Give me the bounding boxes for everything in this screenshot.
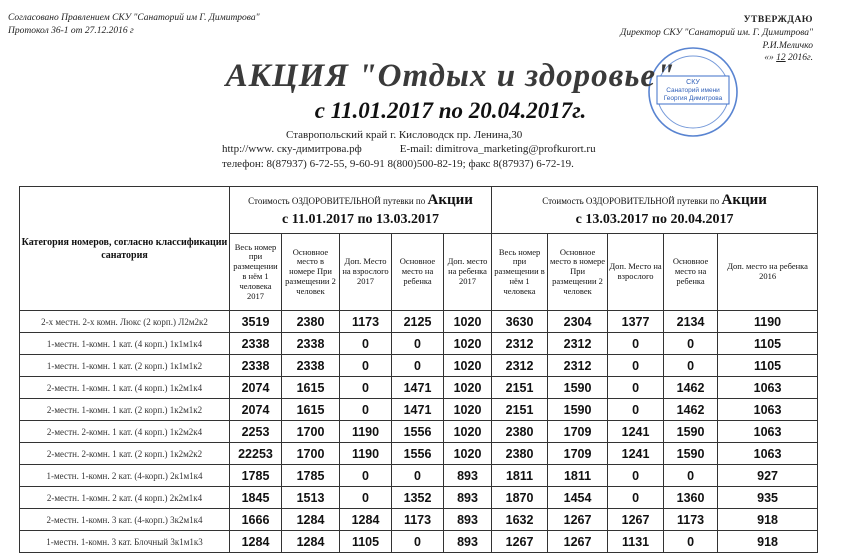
- price-cell: 0: [664, 355, 718, 377]
- price-cell: 1785: [282, 465, 340, 487]
- price-cell: 893: [444, 465, 492, 487]
- price-cell: 3519: [230, 311, 282, 333]
- table-row: [20, 487, 818, 509]
- price-cell: 918: [718, 531, 818, 553]
- title-text: АКЦИЯ "Отдых и здоровье": [225, 58, 676, 94]
- price-cell: 1173: [392, 509, 444, 531]
- room-category: 1-местн. 1-комн. 1 кат. (4 корп.) 1к1м1к4: [20, 333, 230, 355]
- period-1-header: [230, 187, 492, 234]
- approval-note: [8, 12, 260, 38]
- table-row: [20, 531, 818, 553]
- price-cell: 2380: [492, 421, 548, 443]
- column-header: Доп. место на ребенка 2016: [718, 234, 818, 311]
- price-cell: 2338: [282, 333, 340, 355]
- period-2-action: Акции: [721, 192, 767, 209]
- price-cell: 22253: [230, 443, 282, 465]
- column-header: Основное место в номере При размещении 2 человек: [548, 234, 608, 311]
- price-cell: 1615: [282, 377, 340, 399]
- column-header: Весь номер при размещении в нём 1 человека: [492, 234, 548, 311]
- price-cell: 0: [340, 377, 392, 399]
- price-cell: 2312: [548, 333, 608, 355]
- stamp-line-2: Санаторий имени: [666, 87, 720, 94]
- price-cell: 2074: [230, 377, 282, 399]
- price-cell: 935: [718, 487, 818, 509]
- price-cell: 1471: [392, 377, 444, 399]
- price-cell: 1105: [340, 531, 392, 553]
- price-cell: 1811: [548, 465, 608, 487]
- column-header: Доп. Место на взрослого: [608, 234, 664, 311]
- price-cell: 918: [718, 509, 818, 531]
- price-cell: 2253: [230, 421, 282, 443]
- approval-line-2: Протокол 36-1 от 27.12.2016 г: [8, 25, 134, 36]
- price-cell: 1284: [230, 531, 282, 553]
- table-row: [20, 311, 818, 333]
- price-cell: 1590: [548, 399, 608, 421]
- date-month: 12: [776, 53, 786, 64]
- price-cell: 2338: [230, 333, 282, 355]
- price-cell: 1590: [664, 443, 718, 465]
- stamp-line-3: Георгия Димитрова: [663, 95, 723, 102]
- email-link[interactable]: E-mail: dimitrova_marketing@profkurort.ru: [399, 143, 596, 156]
- price-cell: 0: [340, 487, 392, 509]
- room-category: 1-местн. 1-комн. 2 кат. (4-корп.) 2к1м1к4: [20, 465, 230, 487]
- price-cell: 0: [608, 355, 664, 377]
- price-cell: 1615: [282, 399, 340, 421]
- price-cell: 893: [444, 531, 492, 553]
- price-cell: 1666: [230, 509, 282, 531]
- price-cell: 1632: [492, 509, 548, 531]
- price-cell: 2312: [492, 355, 548, 377]
- phone-line: телефон: 8(87937) 6-72-55, 9-60-91 8(800)500-82-19; факс 8(87937) 6-72-19.: [222, 157, 574, 170]
- price-cell: 1454: [548, 487, 608, 509]
- price-cell: 1556: [392, 443, 444, 465]
- price-cell: 1020: [444, 311, 492, 333]
- price-cell: 1020: [444, 355, 492, 377]
- director-name: Р.И.Меличко: [762, 40, 813, 51]
- price-cell: 1190: [718, 311, 818, 333]
- table-row: [20, 333, 818, 355]
- column-header: Доп. Место на взрослого 2017: [340, 234, 392, 311]
- column-header: Доп. место на ребенка 2017: [444, 234, 492, 311]
- price-cell: 0: [608, 333, 664, 355]
- price-cell: 0: [664, 531, 718, 553]
- price-cell: 1105: [718, 355, 818, 377]
- room-category: 2-местн. 2-комн. 1 кат. (2 корп.) 1к2м2к2: [20, 443, 230, 465]
- date-year: 2016г.: [788, 53, 813, 64]
- price-cell: 2151: [492, 399, 548, 421]
- table-row: [20, 465, 818, 487]
- price-cell: 1020: [444, 443, 492, 465]
- price-cell: 0: [392, 531, 444, 553]
- address: Ставропольский край г. Кисловодск пр. Ленина,30: [286, 129, 523, 141]
- price-cell: 1267: [492, 531, 548, 553]
- price-cell: 2312: [548, 355, 608, 377]
- price-cell: 1267: [548, 531, 608, 553]
- approval-date: «» 12 2016г.: [764, 53, 813, 64]
- room-category: 1-местн. 1-комн. 1 кат. (2 корп.) 1к1м1к2: [20, 355, 230, 377]
- price-cell: 1284: [282, 509, 340, 531]
- price-cell: 2304: [548, 311, 608, 333]
- price-cell: 1284: [282, 531, 340, 553]
- period-2-dates: с 13.03.2017 по 20.04.2017: [575, 211, 734, 227]
- price-cell: 1190: [340, 443, 392, 465]
- price-cell: 1556: [392, 421, 444, 443]
- price-cell: 1063: [718, 377, 818, 399]
- price-cell: 2380: [282, 311, 340, 333]
- website-link[interactable]: http://www. ску-димитрова.рф: [222, 143, 362, 156]
- price-cell: 1462: [664, 377, 718, 399]
- price-cell: 0: [664, 465, 718, 487]
- price-cell: 1173: [340, 311, 392, 333]
- price-cell: 0: [392, 465, 444, 487]
- column-header: Основное место в номере При размещении 2 человек: [282, 234, 340, 311]
- price-cell: 1267: [608, 509, 664, 531]
- table-row: [20, 377, 818, 399]
- price-cell: 0: [608, 399, 664, 421]
- price-cell: 1700: [282, 443, 340, 465]
- price-cell: 2074: [230, 399, 282, 421]
- price-cell: 1811: [492, 465, 548, 487]
- column-header: Весь номер при размещении в нём 1 человека 2017: [230, 234, 282, 311]
- room-category: 2-местн. 1-комн. 3 кат. (4-корп.) 3к2м1к4: [20, 509, 230, 531]
- price-cell: 1241: [608, 443, 664, 465]
- price-cell: 893: [444, 487, 492, 509]
- price-cell: 0: [608, 487, 664, 509]
- subtitle-text: с 11.01.2017 по 20.04.2017г.: [314, 98, 587, 123]
- room-category: 2-местн. 1-комн. 2 кат. (4 корп.) 2к2м1к4: [20, 487, 230, 509]
- price-cell: 1267: [548, 509, 608, 531]
- price-cell: 1870: [492, 487, 548, 509]
- price-cell: 2125: [392, 311, 444, 333]
- price-cell: 1352: [392, 487, 444, 509]
- price-cell: 1020: [444, 421, 492, 443]
- price-cell: 927: [718, 465, 818, 487]
- contact-block: [222, 128, 642, 171]
- price-cell: 1709: [548, 443, 608, 465]
- price-cell: 1241: [608, 421, 664, 443]
- page-subtitle: [0, 98, 841, 124]
- table-row: [20, 509, 818, 531]
- room-category: 2-местн. 1-комн. 1 кат. (2 корп.) 1к2м1к2: [20, 399, 230, 421]
- price-cell: 1700: [282, 421, 340, 443]
- price-cell: 1377: [608, 311, 664, 333]
- price-cell: 0: [340, 333, 392, 355]
- price-cell: 1063: [718, 421, 818, 443]
- price-cell: 0: [340, 355, 392, 377]
- price-cell: 1105: [718, 333, 818, 355]
- price-cell: 1020: [444, 377, 492, 399]
- price-cell: 0: [340, 465, 392, 487]
- table-row: [20, 443, 818, 465]
- room-category: 2-местн. 1-комн. 1 кат. (4 корп.) 1к2м1к4: [20, 377, 230, 399]
- price-cell: 1590: [664, 421, 718, 443]
- price-cell: 2338: [230, 355, 282, 377]
- approval-heading: УТВЕРЖДАЮ: [743, 15, 813, 25]
- page-title: [0, 58, 841, 95]
- period-1-prefix: Стоимость ОЗДОРОВИТЕЛЬНОЙ путевки по: [248, 196, 426, 207]
- price-cell: 0: [340, 399, 392, 421]
- price-cell: 3630: [492, 311, 548, 333]
- category-header: Категория номеров, согласно классификации санатория: [20, 187, 230, 311]
- table-row: [20, 421, 818, 443]
- column-header: Основное место на ребенка: [664, 234, 718, 311]
- period-1-action: Акции: [427, 192, 473, 209]
- price-cell: 1131: [608, 531, 664, 553]
- approval-line-1: Согласовано Правлением СКУ "Санаторий им Г. Димитрова": [8, 13, 260, 23]
- price-cell: 0: [608, 465, 664, 487]
- price-cell: 1360: [664, 487, 718, 509]
- price-cell: 1063: [718, 443, 818, 465]
- price-table: [19, 186, 818, 553]
- room-category: 1-местн. 1-комн. 3 кат. Блочный 3к1м1к3: [20, 531, 230, 553]
- period-2-prefix: Стоимость ОЗДОРОВИТЕЛЬНОЙ путевки по: [542, 196, 720, 207]
- price-cell: 1020: [444, 333, 492, 355]
- price-cell: 1063: [718, 399, 818, 421]
- price-cell: 1173: [664, 509, 718, 531]
- price-cell: 1190: [340, 421, 392, 443]
- price-cell: 2312: [492, 333, 548, 355]
- price-cell: 2151: [492, 377, 548, 399]
- room-category: 2-местн. 2-комн. 1 кат. (4 корп.) 1к2м2к4: [20, 421, 230, 443]
- price-cell: 1462: [664, 399, 718, 421]
- price-cell: 893: [444, 509, 492, 531]
- table-row: [20, 355, 818, 377]
- director-line: Директор СКУ "Санаторий им. Г. Димитрова": [620, 27, 813, 38]
- web-line: [222, 142, 642, 156]
- price-cell: 0: [392, 333, 444, 355]
- price-cell: 1709: [548, 421, 608, 443]
- price-cell: 1845: [230, 487, 282, 509]
- price-cell: 0: [608, 377, 664, 399]
- price-cell: 2338: [282, 355, 340, 377]
- price-cell: 1590: [548, 377, 608, 399]
- stamp-line-1: СКУ: [686, 79, 700, 86]
- price-cell: 2380: [492, 443, 548, 465]
- price-cell: 1020: [444, 399, 492, 421]
- room-category: 2-х местн. 2-х комн. Люкс (2 корп.) Л2м2к2: [20, 311, 230, 333]
- price-cell: 1785: [230, 465, 282, 487]
- period-2-header: [492, 187, 818, 234]
- price-cell: 1284: [340, 509, 392, 531]
- price-cell: 1513: [282, 487, 340, 509]
- table-row: [20, 399, 818, 421]
- price-cell: 0: [392, 355, 444, 377]
- price-cell: 1471: [392, 399, 444, 421]
- price-cell: 2134: [664, 311, 718, 333]
- price-cell: 0: [664, 333, 718, 355]
- period-1-dates: с 11.01.2017 по 13.03.2017: [282, 211, 440, 227]
- column-header: Основное место на ребенка: [392, 234, 444, 311]
